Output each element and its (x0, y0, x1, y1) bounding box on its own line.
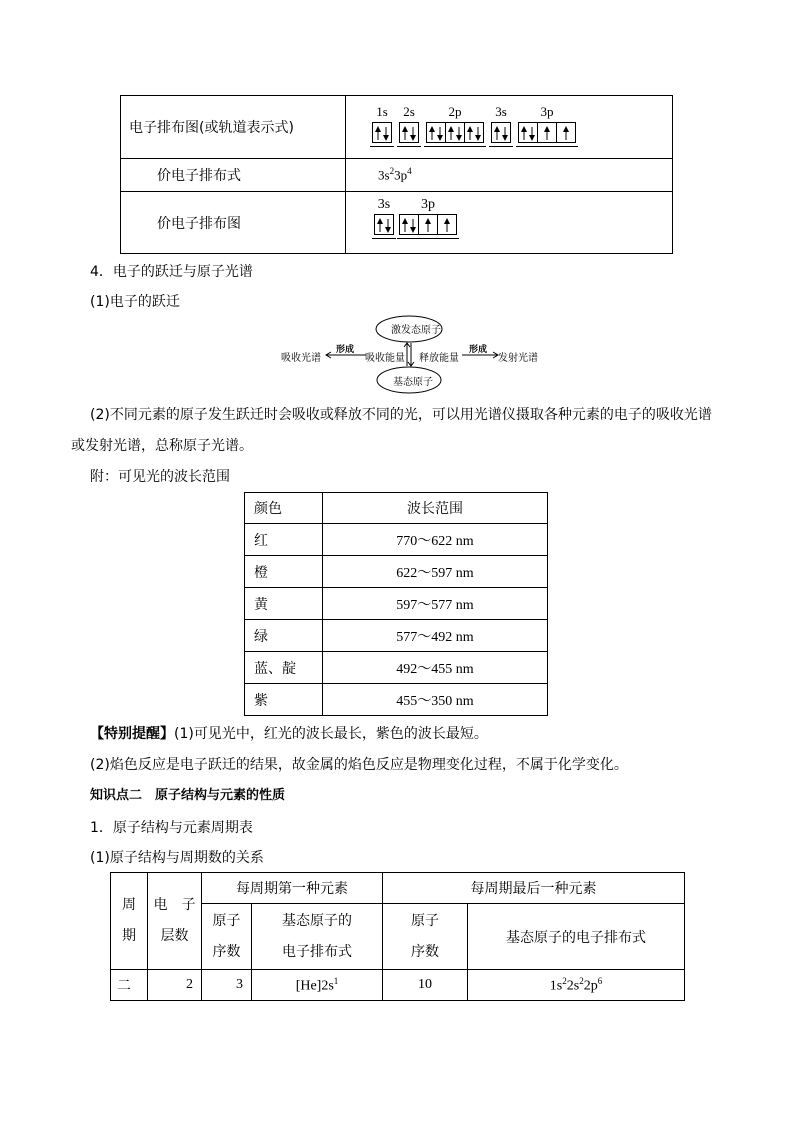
header-electron-layers: 电 子 层数 (148, 873, 202, 970)
range-cell: 770～622 nm (323, 524, 548, 556)
emission-spectrum-label: 发射光谱 (498, 353, 538, 364)
header-first-atomic-number: 原子 序数 (202, 904, 252, 970)
spin-up-arrow-icon (401, 217, 409, 233)
spin-down-arrow-icon (382, 125, 390, 141)
header-first-config: 基态原子的 电子排布式 (252, 904, 383, 970)
wavelength-row (245, 524, 548, 556)
range-cell: 492～455 nm (323, 652, 548, 684)
item-atomic-structure-periodic-table: 1．原子结构与元素周期表 (90, 820, 253, 836)
orbital-box (518, 122, 538, 143)
orbital-diagram-valence (374, 197, 524, 247)
spin-up-arrow-icon (443, 217, 451, 233)
ground-atom-label: 基态原子 (393, 377, 433, 388)
wavelength-row (245, 684, 548, 716)
orbital-box (556, 122, 576, 143)
orbital-label: 3s (377, 197, 391, 212)
transition-diagram (278, 315, 548, 395)
range-cell: 455～350 nm (323, 684, 548, 716)
range-cell: 622～597 nm (323, 556, 548, 588)
color-cell: 黄 (245, 588, 323, 620)
header-last-atomic-number: 原子 序数 (383, 904, 468, 970)
orbital-baseline (370, 146, 394, 147)
spin-down-arrow-icon (501, 125, 509, 141)
cell-first-atomic-number: 3 (202, 970, 252, 1001)
orbital-label: 2s (403, 104, 415, 119)
orbital-baseline (516, 146, 578, 147)
header-last-config: 基态原子的电子排布式 (468, 904, 685, 970)
orbital-box (537, 122, 557, 143)
range-cell: 597～577 nm (323, 588, 548, 620)
orbital-box (399, 214, 419, 235)
spin-down-arrow-icon (436, 125, 444, 141)
orbital-box (399, 122, 419, 143)
wavelength-row (245, 652, 548, 684)
absorb-form-label: 形成 (336, 345, 355, 355)
cell-last-atomic-number: 10 (383, 970, 468, 1001)
special-tip-2: (2)焰色反应是电子跃迁的结果，故金属的焰色反应是物理变化过程，不属于化学变化。 (90, 757, 628, 773)
subitem-period-relation: (1)原子结构与周期数的关系 (90, 850, 264, 866)
appendix-visible-light: 附：可见光的波长范围 (90, 469, 230, 485)
cell-layers: 2 (148, 970, 202, 1001)
orbital-box (464, 122, 484, 143)
orbital-baseline (489, 146, 513, 147)
spin-up-arrow-icon (493, 125, 501, 141)
excited-atom-label: 激发态原子 (391, 325, 441, 336)
header-range: 波长范围 (323, 493, 548, 524)
emit-form-label: 形成 (469, 345, 488, 355)
period-table (110, 872, 685, 1001)
spin-down-arrow-icon (409, 125, 417, 141)
color-cell: 紫 (245, 684, 323, 716)
spin-up-arrow-icon (376, 217, 384, 233)
orbital-diagram-full (372, 104, 662, 154)
orbital-group-3p (518, 104, 576, 154)
orbital-label: 2p (448, 104, 462, 119)
absorption-spectrum-label: 吸收光谱 (281, 353, 321, 364)
orbital-group-2s (399, 104, 419, 154)
subheading-transition: (1)电子的跃迁 (90, 294, 180, 310)
spin-up-arrow-icon (543, 125, 551, 141)
special-tip-1: 【特别提醒】(1)可见光中，红光的波长最长，紫色的波长最短。 (90, 726, 488, 742)
orbital-box (418, 214, 438, 235)
orbital-box (445, 122, 465, 143)
spin-up-arrow-icon (374, 125, 382, 141)
orbital-label: 3p (540, 104, 554, 119)
section-heading-electron-transition: 4．电子的跃迁与原子光谱 (90, 264, 253, 280)
header-period: 周 期 (111, 873, 148, 970)
orbital-box (426, 122, 446, 143)
orbital-group-3s (491, 104, 511, 154)
absorb-energy-label: 吸收能量 (365, 353, 405, 364)
spin-down-arrow-icon (455, 125, 463, 141)
orbital-baseline (397, 238, 459, 239)
paragraph-atomic-spectrum-line2: 或发射光谱，总称原子光谱。 (71, 438, 253, 454)
row-label-valence-config: 价电子排布式 (121, 159, 346, 192)
orbital-baseline (372, 238, 396, 239)
color-cell: 橙 (245, 556, 323, 588)
spin-up-arrow-icon (562, 125, 570, 141)
release-energy-label: 释放能量 (419, 353, 459, 364)
range-cell: 577～492 nm (323, 620, 548, 652)
spin-up-arrow-icon (466, 125, 474, 141)
color-cell: 绿 (245, 620, 323, 652)
wavelength-row (245, 588, 548, 620)
header-last-element: 每周期最后一种元素 (383, 873, 685, 904)
row-label-valence-diagram: 价电子排布图 (121, 192, 346, 254)
cell-period: 二 (111, 970, 148, 1001)
wavelength-row (245, 620, 548, 652)
color-cell: 红 (245, 524, 323, 556)
orbital-box (374, 214, 394, 235)
orbital-baseline (397, 146, 421, 147)
header-first-element: 每周期第一种元素 (202, 873, 383, 904)
cell-last-config: $1s^22s^22p^6$ (468, 970, 685, 1001)
spin-up-arrow-icon (447, 125, 455, 141)
spin-up-arrow-icon (424, 217, 432, 233)
spin-down-arrow-icon (409, 217, 417, 233)
spin-up-arrow-icon (428, 125, 436, 141)
spin-up-arrow-icon (520, 125, 528, 141)
header-color: 颜色 (245, 493, 323, 524)
orbital-baseline (424, 146, 486, 147)
orbital-group-2p (426, 104, 484, 154)
row-label-orbital-diagram: 电子排布图(或轨道表示式) (121, 96, 346, 159)
wavelength-row (245, 556, 548, 588)
orbital-group-1s (372, 104, 392, 154)
paragraph-atomic-spectrum-line1: (2)不同元素的原子发生跃迁时会吸收或释放不同的光，可以用光谱仪摄取各种元素的电子的吸收光谱 (90, 407, 712, 423)
knowledge-point-2-title: 知识点二 原子结构与元素的性质 (90, 788, 286, 803)
orbital-label: 1s (376, 104, 388, 119)
orbital-box (372, 122, 392, 143)
wavelength-table (244, 492, 548, 716)
color-cell: 蓝、靛 (245, 652, 323, 684)
spin-down-arrow-icon (474, 125, 482, 141)
orbital-box (491, 122, 511, 143)
orbital-label: 3p (421, 197, 435, 212)
cell-first-config: $[He]2s^1$ (252, 970, 383, 1001)
spin-down-arrow-icon (384, 217, 392, 233)
orbital-group-3p (399, 197, 457, 247)
orbital-box (437, 214, 457, 235)
valence-config-value: $3s^23p^4$ (346, 159, 673, 192)
orbital-label: 3s (495, 104, 507, 119)
spin-up-arrow-icon (401, 125, 409, 141)
orbital-group-3s (374, 197, 394, 247)
spin-down-arrow-icon (528, 125, 536, 141)
